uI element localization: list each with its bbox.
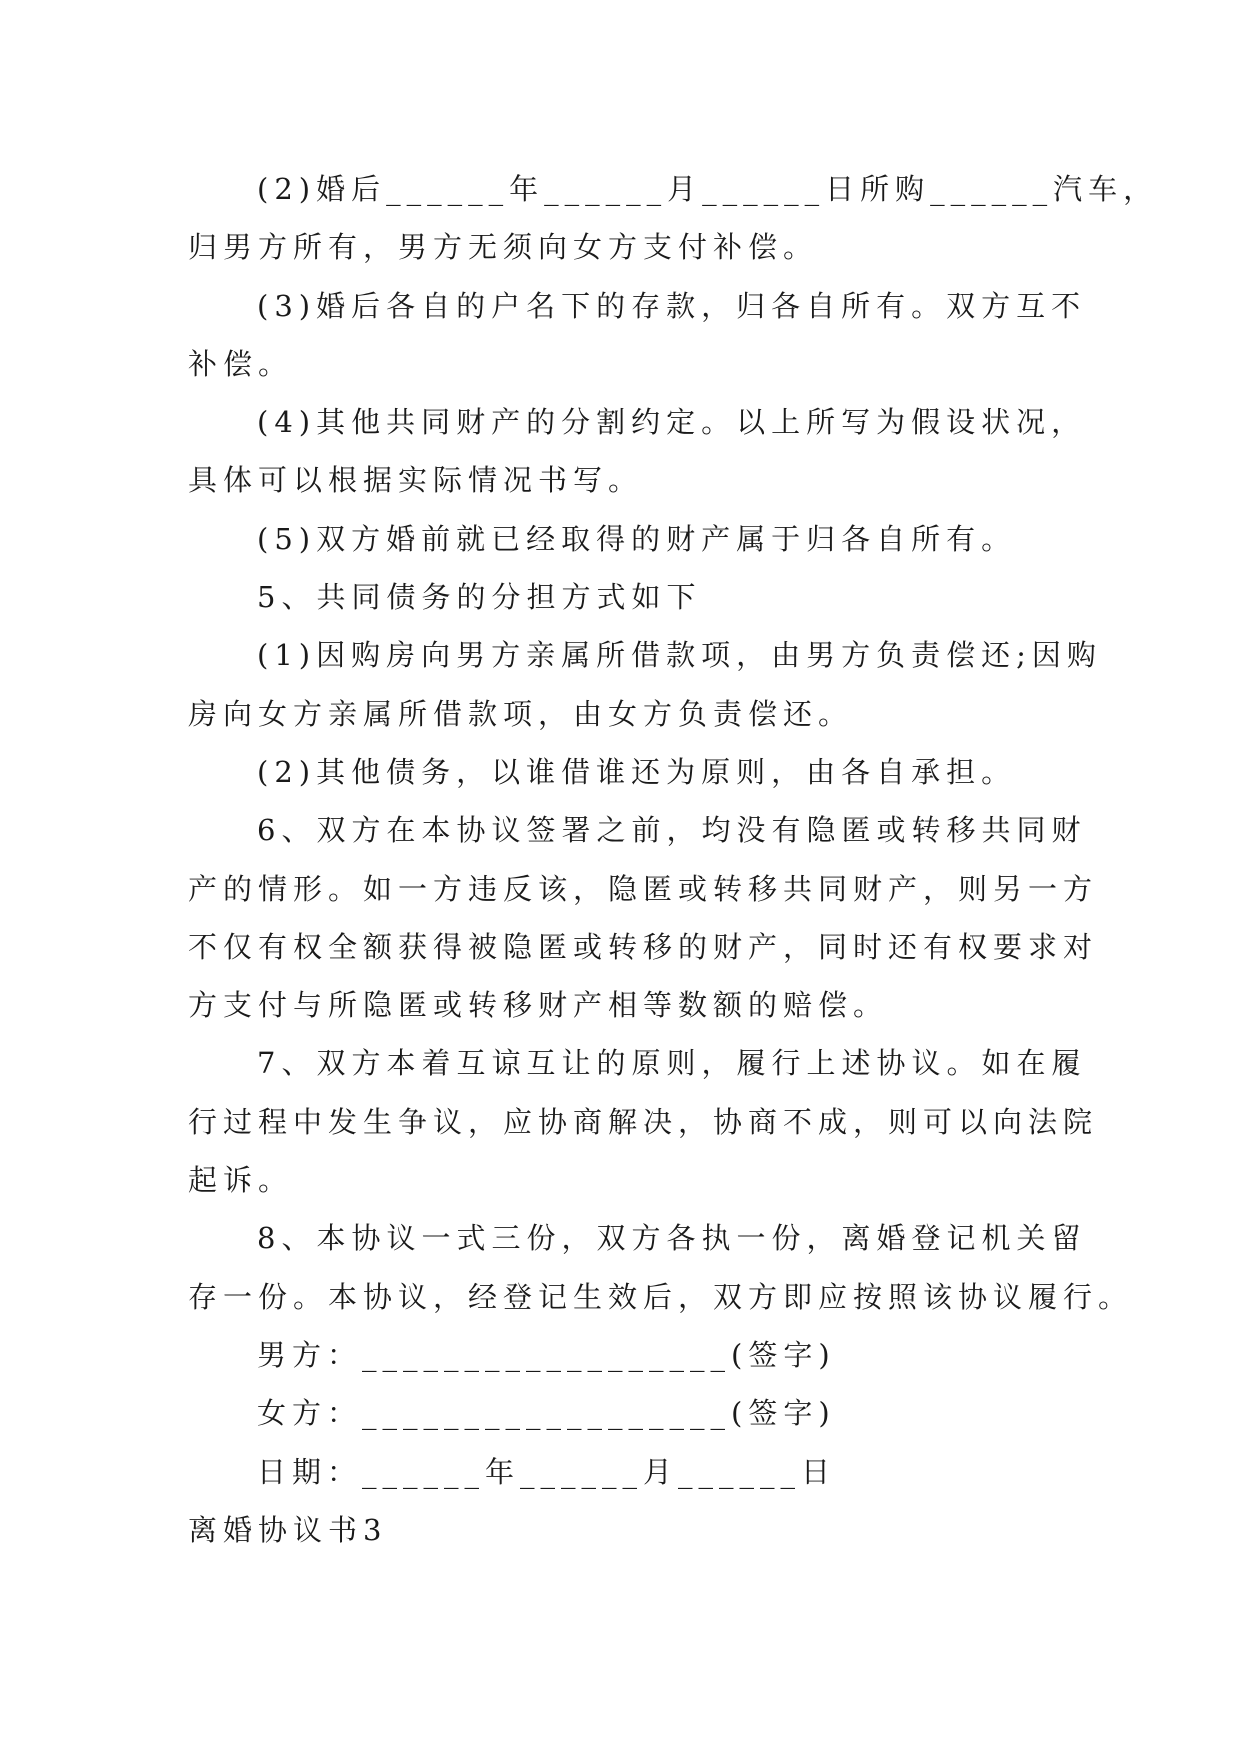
section-7-line-1: 7、双方本着互谅互让的原则，履行上述协议。如在履 [257,1046,1087,1081]
section-7-line-3: 起诉。 [188,1163,294,1198]
section-6-line-1: 6、双方在本协议签署之前，均没有隐匿或转移共同财 [257,813,1087,848]
signature-male-party: 男方：__________________(签字) [257,1337,836,1372]
agreement-body [188,160,1159,1559]
section-8-line-1: 8、本协议一式三份，双方各执一份，离婚登记机关留 [257,1221,1087,1256]
section-5-heading: 5、共同债务的分担方式如下 [257,580,702,615]
clause-4-3-line-1: (3)婚后各自的户名下的存款，归各自所有。双方互不 [257,288,1087,323]
section-6-line-2: 产的情形。如一方违反该，隐匿或转移共同财产，则另一方 [188,871,1099,906]
section-6-line-3: 不仅有权全额获得被隐匿或转移的财产，同时还有权要求对 [188,929,1099,964]
clause-4-4-line-2: 具体可以根据实际情况书写。 [188,463,644,498]
clause-5-1-line-2: 房向女方亲属所借款项，由女方负责偿还。 [188,696,854,731]
clause-4-5: (5)双方婚前就已经取得的财产属于归各自所有。 [257,521,1017,556]
signature-date: 日期：______年______月______日 [257,1454,837,1489]
section-6-line-4: 方支付与所隐匿或转移财产相等数额的赔偿。 [188,988,889,1023]
signature-female-party: 女方：__________________(签字) [257,1396,836,1431]
clause-4-2-line-2: 归男方所有，男方无须向女方支付补偿。 [188,230,819,265]
clause-5-2: (2)其他债务，以谁借谁还为原则，由各自承担。 [257,754,1017,789]
clause-4-2-line-1: (2)婚后______年______月______日所购______汽车， [257,172,1159,206]
section-7-line-2: 行过程中发生争议，应协商解决，协商不成，则可以向法院 [188,1104,1099,1139]
clause-4-4-line-1: (4)其他共同财产的分割约定。以上所写为假设状况， [257,405,1087,440]
clause-4-3-line-2: 补偿。 [188,346,294,381]
section-8-line-2: 存一份。本协议，经登记生效后，双方即应按照该协议履行。 [188,1279,1134,1314]
clause-5-1-line-1: (1)因购房向男方亲属所借款项，由男方负责偿还;因购 [257,638,1102,673]
next-document-title: 离婚协议书3 [188,1512,388,1547]
